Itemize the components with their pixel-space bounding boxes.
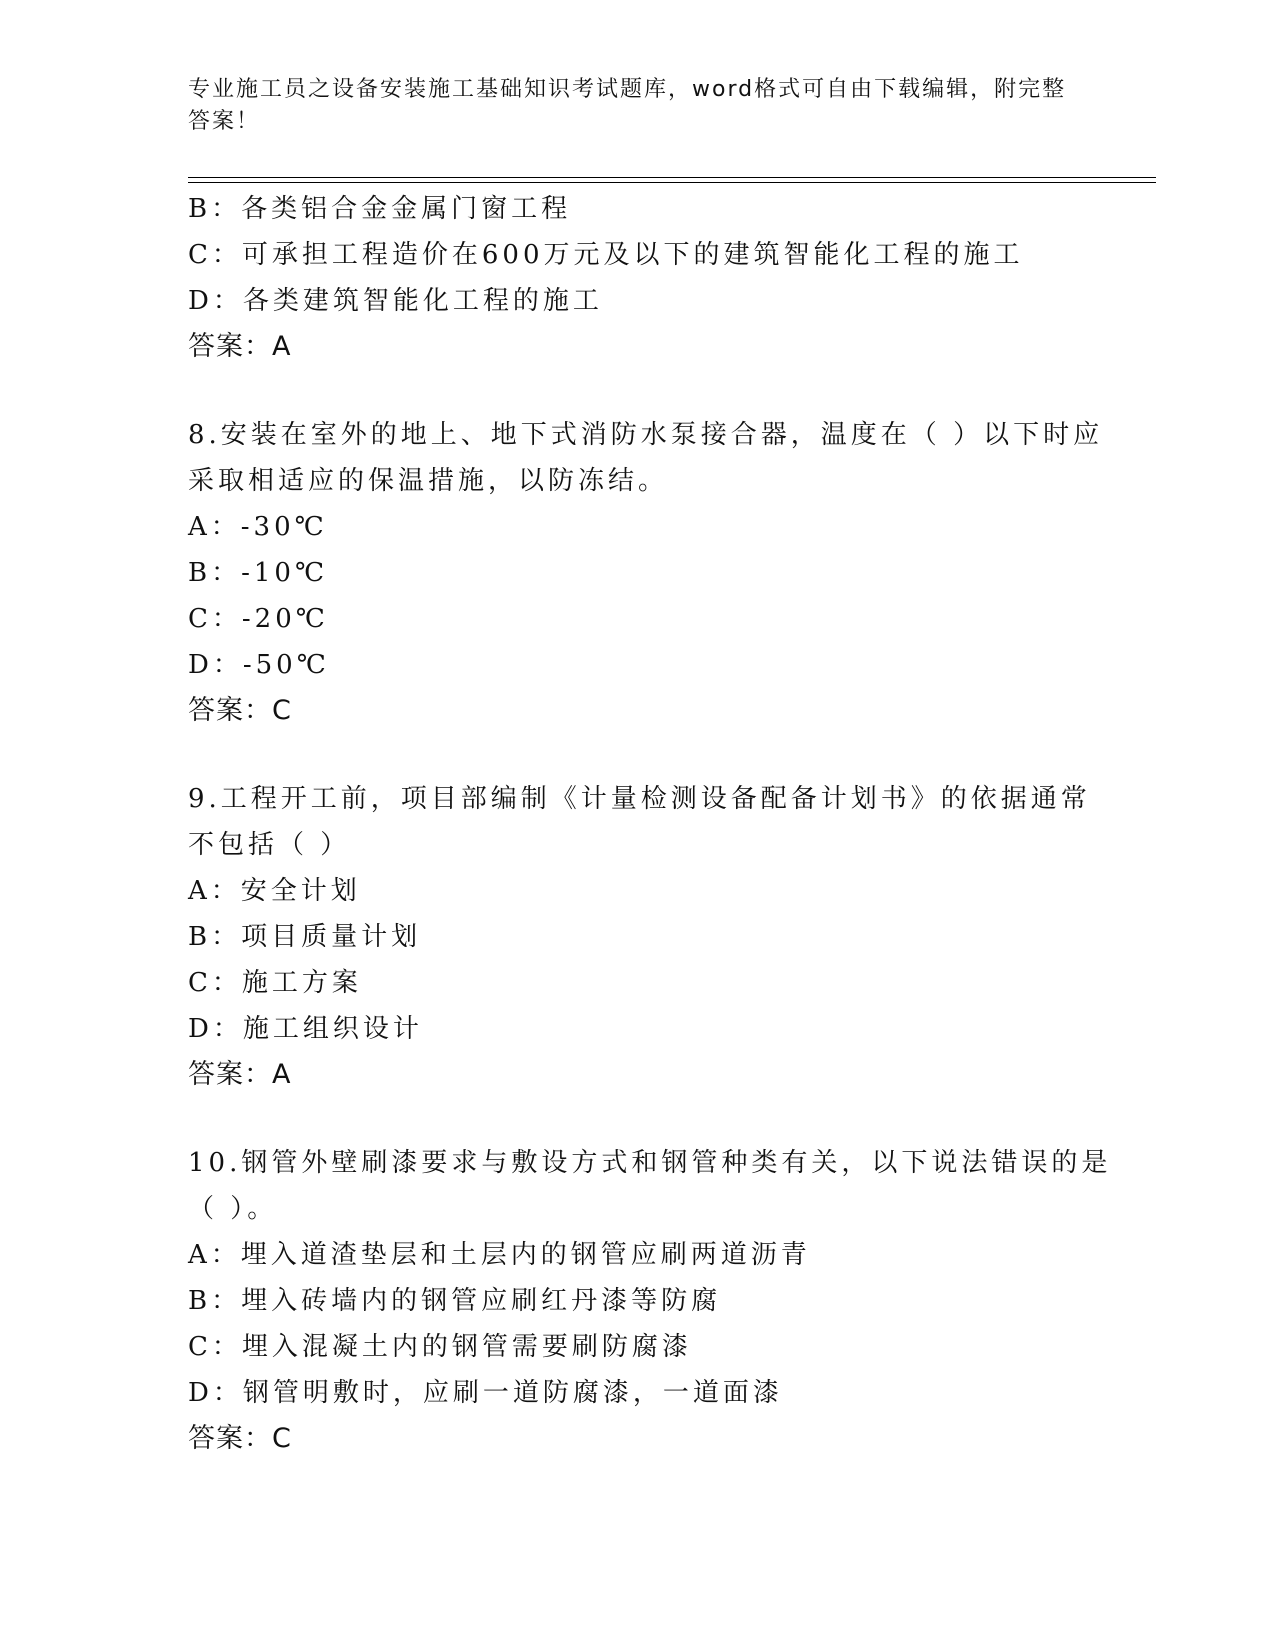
spacer xyxy=(188,1098,1088,1140)
question-10 xyxy=(188,1140,1112,1462)
spacer xyxy=(188,734,1088,776)
option-c: C：埋入混凝土内的钢管需要刷防腐漆 xyxy=(188,1332,692,1362)
option-b: B：埋入砖墙内的钢管应刷红丹漆等防腐 xyxy=(188,1286,722,1316)
option-a: A：-30℃ xyxy=(188,512,328,542)
answer-line: 答案：A xyxy=(188,331,292,362)
option-d: D：施工组织设计 xyxy=(188,1014,423,1044)
option-d: D：钢管明敷时，应刷一道防腐漆，一道面漆 xyxy=(188,1378,783,1408)
header-text: 专业施工员之设备安装施工基础知识考试题库，word格式可自由下载编辑，附完整答案！ xyxy=(188,77,1067,134)
option-c: C：-20℃ xyxy=(188,604,329,634)
question-8 xyxy=(188,412,1104,734)
option-b: B：-10℃ xyxy=(188,558,329,588)
question-list xyxy=(188,186,1112,1462)
option-c: C：可承担工程造价在600万元及以下的建筑智能化工程的施工 xyxy=(188,240,1024,270)
question-stem: 10.钢管外壁刷漆要求与敷设方式和钢管种类有关，以下说法错误的是 xyxy=(188,1148,1112,1178)
question-7-continued xyxy=(188,186,1088,370)
question-stem-cont: （ ）。 xyxy=(188,1194,278,1224)
option-a: A：安全计划 xyxy=(188,876,361,906)
option-d: D：各类建筑智能化工程的施工 xyxy=(188,286,603,316)
header-divider-top xyxy=(188,177,1156,178)
answer-line: 答案：C xyxy=(188,1423,292,1454)
answer-line: 答案：C xyxy=(188,695,292,726)
question-stem: 9.工程开工前，项目部编制《计量检测设备配备计划书》的依据通常 xyxy=(188,784,1091,814)
document-header xyxy=(188,74,1088,138)
option-b: B：各类铝合金金属门窗工程 xyxy=(188,194,572,224)
answer-line: 答案：A xyxy=(188,1059,292,1090)
question-stem-cont: 不包括（ ） xyxy=(188,830,351,860)
option-b: B：项目质量计划 xyxy=(188,922,422,952)
question-stem-cont: 采取相适应的保温措施，以防冻结。 xyxy=(188,466,669,496)
option-c: C：施工方案 xyxy=(188,968,362,998)
question-9 xyxy=(188,776,1091,1098)
question-stem: 8.安装在室外的地上、地下式消防水泵接合器，温度在（ ）以下时应 xyxy=(188,420,1104,450)
header-divider-bottom xyxy=(188,182,1156,183)
option-a: A：埋入道渣垫层和土层内的钢管应刷两道沥青 xyxy=(188,1240,811,1270)
spacer xyxy=(188,370,1088,412)
option-d: D：-50℃ xyxy=(188,650,330,680)
